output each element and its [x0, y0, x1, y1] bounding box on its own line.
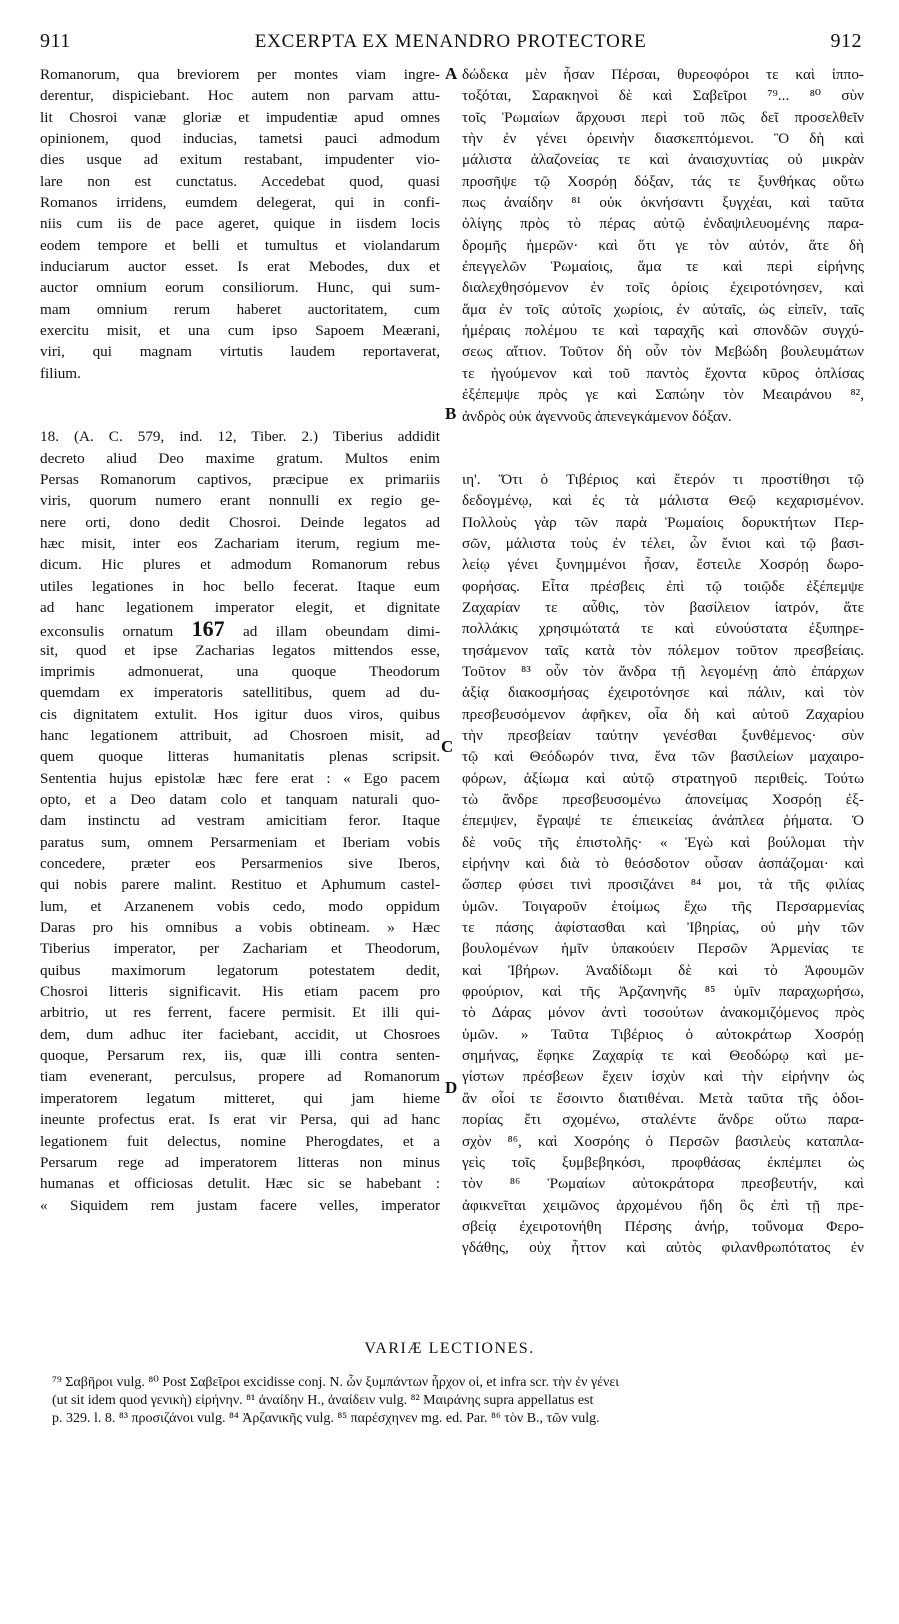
right-page-number: 912 [830, 30, 862, 52]
text-line: σημήνας, ἔφηκε Ζαχαρίᾳ τε καὶ Θεοδώρῳ καὶ με- [462, 1047, 864, 1065]
text-line: ἐπεγγελῶν Ῥωμαίοις, ἅμα τε καὶ περὶ εἰρήνης [462, 258, 864, 276]
text-line: viris, quorum numero erant nonnulli ex regio ge- [40, 492, 440, 510]
text-line: προσῆψε τῷ Χοσρόῃ δόξαν, τάς τε ξυνθήκας οὕτω [462, 172, 864, 190]
text-line: δεδογμένῳ, καὶ ἐς τὰ μάλιστα Θεῷ κεχαρισμένον. [462, 492, 864, 510]
text-line: quem quoque litteras humanitatis plenas scripsit. [40, 748, 440, 766]
text-line: Chosroi litteris significavit. His etiam pacem pro [40, 983, 440, 1001]
text-line: σχὸν ⁸⁶, καὶ Χοσρόης ὁ Περσῶν βασιλεὺς καταπλα- [462, 1132, 864, 1150]
text-line: induciarum auctor esset. Is erat Mebodes, dux et [40, 258, 440, 276]
text-line: quemdam ex imperatoris satellitibus, quem ad du- [40, 684, 440, 702]
text-line: ἐξέπεμψε πρὸς γε καὶ Σαπώην τὸν Μεαιράνου ⁸², [462, 386, 864, 404]
text-line: ὑμῶν. » Ταῦτα Τιβέριος ὁ αὐτοκράτωρ Χοσρόῃ [462, 1025, 864, 1043]
text-line: πολλάκις χρησιμώτατά τε καὶ εὐνούστατα ἐξυπηρε- [462, 620, 864, 638]
text-line: τοῖς Ῥωμαίων ἄρχουσι περὶ τοῦ πῶς δεῖ προσελθεῖν [462, 108, 864, 126]
text-line: σβείᾳ ἐχειροτονήθη Πέρσης ἀνήρ, τοὔνομα Φερο- [462, 1217, 864, 1235]
footnote-line: (ut sit idem quod γενικὴ) εἰρήνην. ⁸¹ ἀναίδην H., ἀναίδειν vulg. ⁸² Μαιράνης supra appellatus est [52, 1393, 594, 1408]
text-line: nere orti, dono dedit Chosroi. Deinde legatos ad [40, 513, 440, 531]
text-line: τὴν πρεσβείαν ταύτην γενέσθαι ξυνθέμενος· σὺν [462, 726, 864, 744]
text-line: πως ἀναίδην ⁸¹ οὐκ ὀκνήσαντι ξυγχέαι, καὶ ταῦτα [462, 194, 864, 212]
footnote-line: ⁷⁹ Σαβῆροι vulg. ⁸⁰ Post Σαβεῖροι excidisse conj. N. ὧν ξυμπάντων ἦρχον οἱ, et infra scr. τὴν ἐν γένει [52, 1375, 620, 1390]
margin-marker-c: C [441, 737, 454, 756]
text-line: Persas Romanorum captivos, præcipue ex primariis [40, 470, 440, 488]
text-line: ἀφικνεῖται χειμῶνος ἀρχομένου ἤδη ὃς ἐπὶ τῇ πρε- [462, 1196, 864, 1214]
text-line: τὼ ἄνδρε πρεσβευσομένω ἀπονείμας Χοσρόῃ ἐξ- [462, 791, 864, 808]
text-line: γδάθης, οὐχ ἧττον καὶ αὐτὸς φιλανθρωπότατος ἐν [462, 1239, 864, 1257]
text-line: τοξόται, Σαρακηνοὶ δὲ καὶ Σαβεῖροι ⁷⁹... ⁸⁰ σὺν [462, 87, 864, 105]
text-line: δώδεκα μὲν ἦσαν Πέρσαι, θυρεοφόροι τε καὶ ἱππο- [462, 66, 864, 83]
text-line: ad hanc legationem imperator elegit, et dignitate [40, 598, 440, 616]
inline-page-number: 167 [191, 618, 225, 640]
margin-marker-a: A [445, 64, 458, 83]
text-line: 18. (A. C. 579, ind. 12, Tiber. 2.) Tiberius addidit [40, 428, 440, 446]
footnote-line: p. 329. l. 8. ⁸³ προσιζάνοι vulg. ⁸⁴ Ἀρζανικῆς vulg. ⁸⁵ παρέσχηνεν mg. ed. Par. ⁸⁶ τὸν B., τῶν vulg. [52, 1411, 600, 1426]
text-line: imprimis admonuerat, una quoque Theodorum [40, 662, 440, 680]
text-line: utiles legationes in hoc bello fecerat. Itaque eum [40, 577, 440, 595]
text-line: πορίας ἔτι σχομένω, σταλέντε ἄνδρε οὕτω παρα- [462, 1111, 864, 1129]
text-line: imperatorem legatum mitteret, qui jam hieme [40, 1089, 440, 1107]
text-line: tiam evenerant, perculsus, propere ad Romanorum [40, 1068, 440, 1086]
text-line: ἀξίᾳ διακοσμήσας ἐχειροτόνησε καὶ πάλιν, καὶ τὸν [462, 684, 864, 702]
text-line: ἡμέραις πολέμου τε καὶ ταραχῆς καὶ σπονδῶν συγχύ- [462, 322, 864, 340]
text-line: quibus maximorum legatorum potestatem dedit, [40, 961, 440, 979]
text-line: « Siquidem rem justam facere velles, imperator [40, 1196, 440, 1214]
text-line-with-page-number [40, 618, 440, 639]
text-line: ἅμα ἐν τοῖς αὐτοῖς χωρίοις, ἐν αὐταῖς, ὡς εἰπεῖν, ταῖς [462, 300, 864, 318]
text-line: niis cum iis de pace ageret, quique in iisdem locis [40, 215, 440, 233]
text-line: ineunte profectus erat. Is erat vir Persa, qui ad hanc [40, 1111, 440, 1129]
running-title: EXCERPTA EX MENANDRO PROTECTORE [254, 31, 647, 52]
text-line: Tiberius imperator, per Zachariam et Theodorum, [40, 940, 440, 958]
text-line: δρομῆς ἡμερῶν· καὶ ὅτι γε τὸν αὐτόν, ἅτε δὴ [462, 236, 864, 254]
text-line: τὸ Δάρας μόνον ἀντὶ τοσούτων ἀνακομιζόμενος πρὸς [462, 1004, 864, 1022]
text-line: decreto aliud Deo maxime gratum. Multos enim [40, 449, 440, 467]
text-segment: ad illam obeundam dimi- [243, 623, 440, 640]
text-line: dam instinctu ad vestram amicitiam feror. Itaque [40, 812, 440, 830]
text-line: Persarum rege ad imperatorem litteras non minus [40, 1153, 440, 1171]
text-line: opinionem, quod inducias, tametsi pauci admodum [40, 130, 440, 148]
text-line: lum, et Arzanenem vobis cedo, modo oppidum [40, 897, 440, 915]
text-line: Τοῦτον ⁸³ οὖν τὸν ἄνδρα τῇ λεγομένῃ ἀπὸ ἐπάρχων [462, 662, 864, 680]
text-line: τῷ καὶ Θεόδωρόν τινα, ἕνα τῶν βασιλείων μαχαιρο- [462, 748, 864, 766]
text-line: ὑμῶν. Τοιγαροῦν ἑτοίμως ἔχω τῆς Περσαρμενίας [462, 897, 864, 915]
text-line: πρεσβευσόμενον ἀφῆκεν, οἷα δὴ καὶ αὐτοῦ Ζαχαρίου [462, 705, 864, 723]
text-line: δὲ νοῦς τῆς ἐπιστολῆς· « Ἐγὼ καὶ βούλομαι τὴν [462, 833, 864, 851]
text-line: hæc misit, inter eos Zachariam iterum, regium me- [40, 534, 440, 552]
text-line: eodem tempore et belli et tumultus et violandarum [40, 236, 440, 254]
text-line: Romanorum, qua breviorem per montes viam ingre- [40, 66, 440, 83]
text-line: ὥσπερ φύσει τινὶ προσιζάνει ⁸⁴ μοι, τὰ τῆς φιλίας [462, 876, 864, 894]
text-line: έπεμψεν, ἔγραψέ τε ἐπιεικείας ἀνάπλεα ῥήματα. Ὁ [462, 812, 864, 830]
text-line: γίστων πρέσβεων ἔχειν ἰσχὺν καὶ τὴν εἰρήνην ὡς [462, 1068, 864, 1086]
text-line: exercitu misit, et una cum ipso Sapoem Meærani, [40, 322, 440, 340]
text-line: dicum. Hic plures et admodum Romanorum rebus [40, 556, 440, 574]
text-line: λείῳ γένει ξυνημμένοι ἦσαν, ἔστειλε Χοσρόῃ δωρο- [462, 556, 864, 574]
text-line: quoque, Persarum rex, iis, quæ illi contra senten- [40, 1047, 440, 1065]
text-line: τὸν ⁸⁶ Ῥωμαίων αὐτοκράτορα πρεσβευτήν, καὶ [462, 1175, 864, 1193]
variae-lectiones-heading: VARIÆ LECTIONES. [364, 1340, 535, 1357]
text-line: Πολλοὺς γὰρ τῶν παρὰ Ῥωμαίοις δορυκτήτων Περ- [462, 513, 864, 531]
text-line: qui nobis parere malint. Restituo et Aphumum castel- [40, 876, 440, 894]
text-line: legationem fuit delectus, nomine Pherogdates, et a [40, 1132, 440, 1150]
text-line: καὶ Ἰβήρων. Ἀναδίδωμι δὲ καὶ τὸ Ἀφουμῶν [462, 961, 864, 979]
text-line: βουλομένων ἡμῖν ὑπακούειν Περσῶν Ἀρμενίας τε [462, 940, 864, 958]
text-line: τε πάσης ἀφίστασθαι καὶ Ἰβηρίας, οὐ μὴν τῶν [462, 919, 864, 937]
text-line: Sententia hujus epistolæ hæc fere erat : « Ego pacem [40, 769, 440, 787]
text-line: arbitrio, ut res ferrent, facere permisit. Et illi qui- [40, 1004, 440, 1022]
text-line: filium. [40, 364, 81, 382]
text-line: dies usque ad exitum restabant, impudenter vio- [40, 151, 440, 169]
text-line: hanc legationem attribuit, ad Chosroen misit, ad [40, 726, 440, 744]
margin-marker-d: D [445, 1078, 458, 1097]
paragraph-gap [40, 384, 440, 426]
text-segment: exconsulis ornatum [40, 623, 174, 640]
text-line: Daras pro his omnibus a vobis obtineam. » Hæc [40, 919, 440, 937]
text-line: ἂν οἷοί τε ἔσοιντο διατιθέναι. Μετὰ ταῦτα τῆς ὁδοι- [462, 1089, 864, 1107]
text-line: lare non est cunctatus. Accedebat quod, quasi [40, 172, 440, 190]
text-line: paratus sum, omnem Persarmeniam et Iberiam vobis [40, 833, 440, 851]
text-line: ὀλίγης πρὸς τὸ πέρας αὐτῷ ἐνδαψιλευομένης παρα- [462, 215, 864, 233]
text-line: τε ἡγούμενον καὶ τοῦ παντὸς ἔχοντα κῦρος ὁπλίσας [462, 364, 864, 382]
text-line: derentur, dispiciebant. Hoc autem non parvam attu- [40, 87, 440, 105]
running-header [40, 30, 862, 60]
text-line: Romanos irridens, eumdem delegerat, qui in confi- [40, 194, 440, 212]
text-line: φόρων, ἀξίωμα καὶ αὐτῷ στρατηγοῦ περιθείς. Τούτω [462, 769, 864, 787]
text-line: opto, et a Deo datam colo et tanquam naturali quo- [40, 791, 440, 808]
left-page-number: 911 [40, 30, 71, 52]
text-line: Ζαχαρίαν τε αὖθις, τὸν βασίλειον ἰατρόν, ἅτε [462, 598, 864, 616]
text-line: ἀνδρὸς οὐκ ἀγεννοῦς ἀπενεγκάμενον δόξαν. [462, 407, 732, 425]
text-line: dem, dum adhuc iter faciebant, accidit, ut Chosroes [40, 1025, 440, 1043]
text-line: σῶν, μάλιστα τοὺς ἐν τέλει, ὧν ἔνιοι καὶ τῷ βασι- [462, 534, 864, 552]
text-line: μάλιστα ἀλαζονείας τε καὶ ἀναισχυντίας οὐ μικρὰν [462, 151, 864, 169]
text-line: sit, quod et ipse Zacharias legatos mittendos esse, [40, 641, 440, 659]
text-line: διαλεχθησόμενον ἐν τοῖς ὁρίοις ἐχειροτόνησεν, καὶ [462, 279, 864, 297]
text-line: τησάμενον ταῖς κατὰ τὸν πόλεμον τοῦτον πρεσβείαις. [462, 641, 864, 659]
text-line: φρούριον, καὶ τῆς Ἀρζανηνῆς ⁸⁵ ὑμῖν παραχωρήσω, [462, 983, 864, 1001]
paragraph-gap [462, 427, 864, 469]
footnotes [52, 1374, 862, 1428]
text-line: γεὶς τοῖς ξυμβεβηκόσι, προφθάσας ἐκπέμπει ὡς [462, 1153, 864, 1171]
margin-marker-b: B [445, 404, 457, 423]
text-line: ιη'. Ὅτι ὁ Τιβέριος καὶ ἕτερόν τι προστίθησι τῷ [462, 470, 864, 488]
text-line: auctor omnium eorum consiliorum. Hunc, qui sum- [40, 279, 440, 297]
text-line: τὴν ἐν γένει ὀρεινὴν διασκεπτόμενοι. Ὃ δὴ καὶ [462, 130, 864, 148]
text-line: εἰρήνην καὶ διὰ τὸ θεόσδοτον οὖσαν ἀσπάζομαι· καὶ [462, 855, 864, 873]
text-line: mam omnium rerum haberet auctoritatem, cum [40, 300, 440, 318]
text-line: humanas et officiosas detulit. Hæc sic se habebant : [40, 1175, 440, 1193]
text-line: cis dignitatem extulit. Hos igitur duos viros, quibus [40, 705, 440, 723]
text-line: σεως αἴτιον. Τοῦτον δὴ οὖν τὸν Μεβώδη βουλευμάτων [462, 343, 864, 361]
text-line: lit Chosroi vanæ gloriæ et impudentiæ apud omnes [40, 108, 440, 126]
text-line: concedere, præter eos Persarmenios sive Iberos, [40, 855, 440, 873]
text-line: φορήσας. Εἶτα πρέσβεις ἐπὶ τῷ τοιῷδε ἐξέπεμψε [462, 577, 864, 595]
text-line: viri, qui magnam virtutis laudem reportaverat, [40, 343, 440, 361]
